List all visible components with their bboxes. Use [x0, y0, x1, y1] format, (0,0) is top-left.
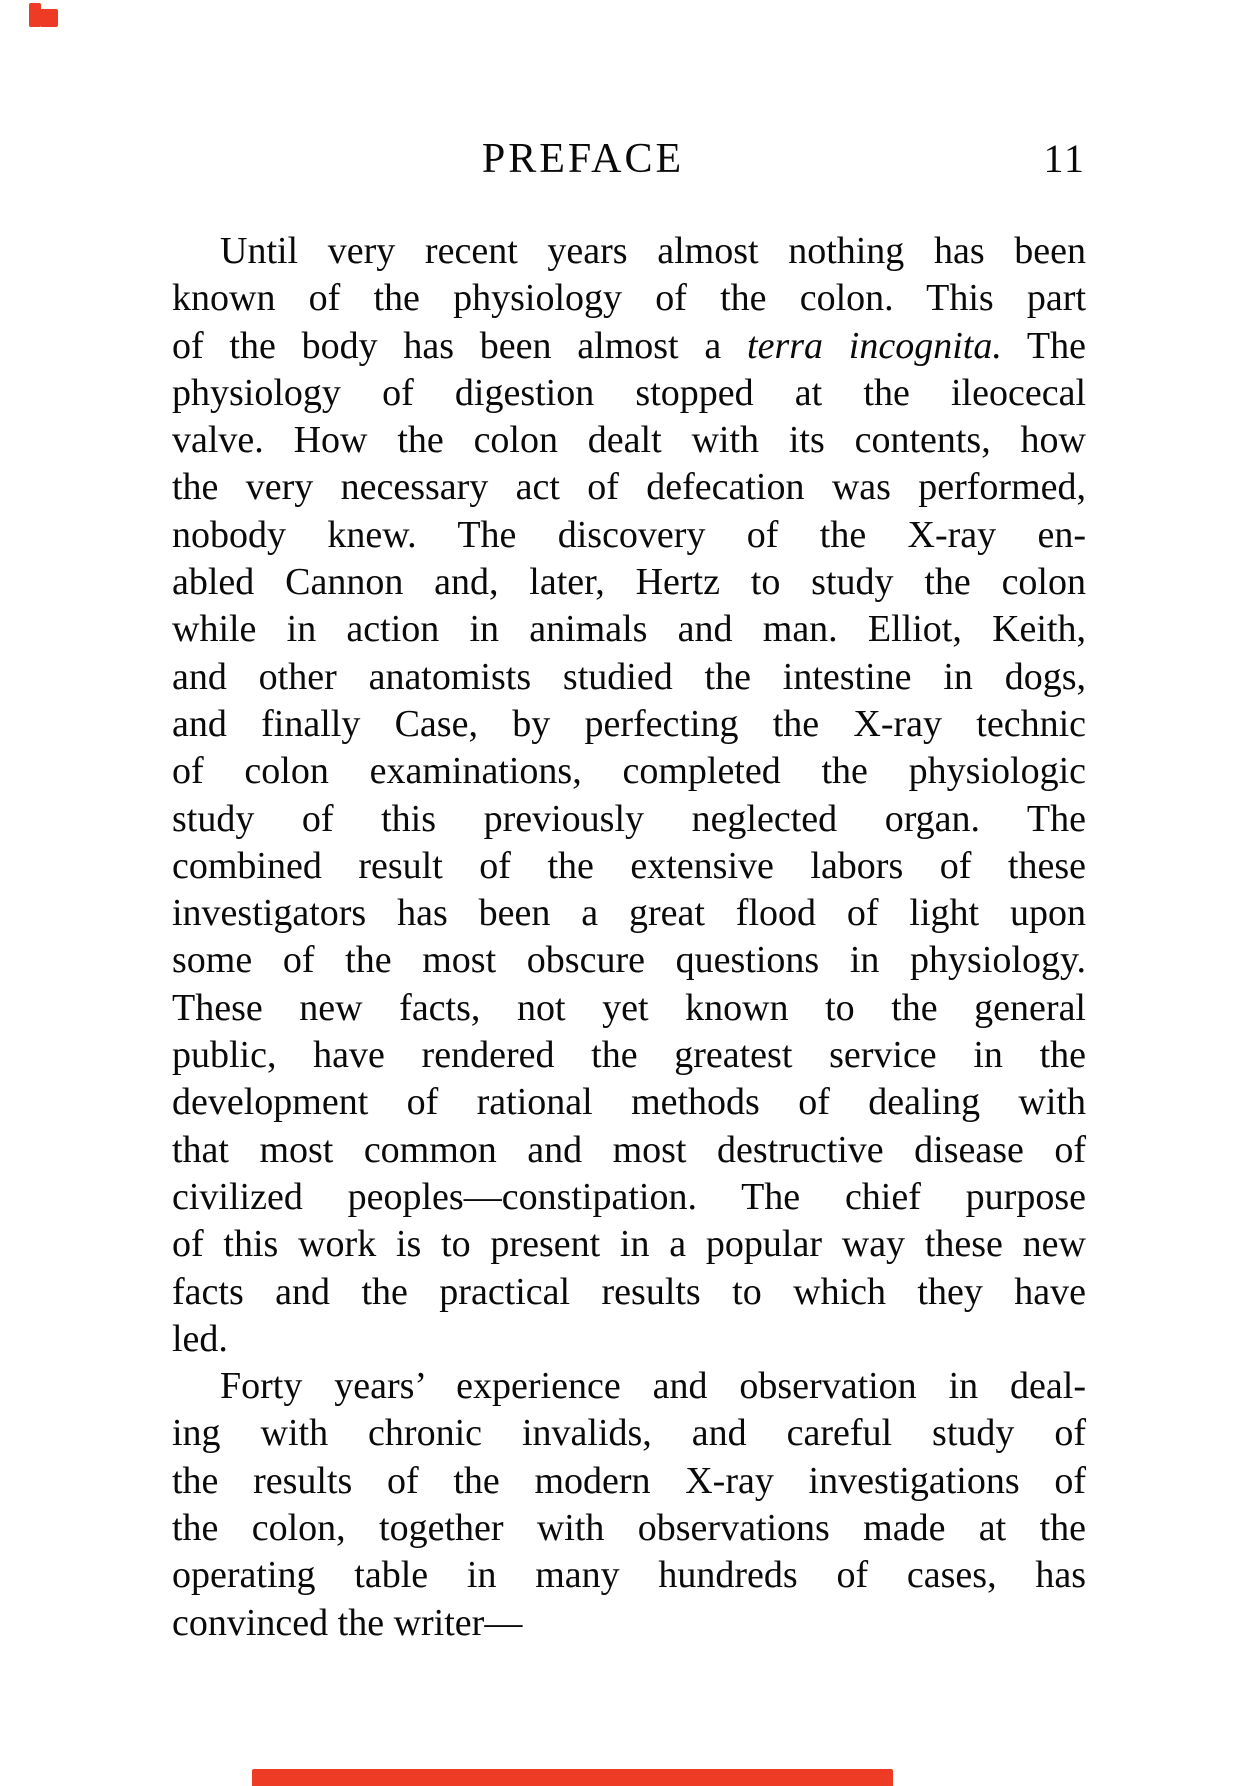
text-line: Forty years’ experience and observation in deal- — [220, 1365, 1086, 1408]
italic-phrase: terra incognita. — [747, 324, 1002, 367]
text-line: physiology of digestion stopped at the ileocecal — [172, 371, 1086, 414]
text-line — [172, 323, 1086, 370]
text-line: the colon, together with observations made at the — [172, 1507, 1086, 1550]
text-line: combined result of the extensive labors of these — [172, 844, 1086, 887]
text-line: ing with chronic invalids, and careful study of — [172, 1412, 1086, 1455]
text-segment: The — [1001, 324, 1086, 367]
text-line: of colon examinations, completed the physiologic — [172, 750, 1086, 793]
body-text — [172, 228, 1086, 1647]
text-line: convinced the writer— — [172, 1601, 523, 1644]
text-line: some of the most obscure questions in physiology. — [172, 939, 1086, 982]
page-title: PREFACE — [481, 136, 685, 182]
text-line: and finally Case, by perfecting the X-ray technic — [172, 702, 1086, 745]
text-line: known of the physiology of the colon. This part — [172, 277, 1086, 320]
text-line: These new facts, not yet known to the general — [172, 986, 1086, 1029]
text-line: that most common and most destructive disease of — [172, 1128, 1086, 1171]
text-line: investigators has been a great flood of light upon — [172, 892, 1086, 935]
text-line: abled Cannon and, later, Hertz to study the colon — [172, 561, 1086, 604]
text-segment: of the body has been almost a — [172, 324, 748, 367]
text-line: Until very recent years almost nothing has been — [220, 230, 1086, 272]
text-line: led. — [172, 1317, 228, 1360]
text-line: and other anatomists studied the intestine in dogs, — [172, 655, 1086, 698]
text-line: nobody knew. The discovery of the X-ray en- — [172, 513, 1086, 556]
text-line: civilized peoples—constipation. The chief purpose — [172, 1175, 1086, 1218]
page-number: 11 — [1043, 136, 1086, 181]
text-line: study of this previously neglected organ. The — [172, 797, 1086, 840]
text-line: facts and the practical results to which they have — [172, 1270, 1086, 1313]
text-line: the very necessary act of defecation was performed, — [172, 466, 1086, 509]
scan-artifact-mark — [252, 1769, 893, 1786]
text-line: of this work is to present in a popular way these new — [172, 1223, 1086, 1266]
scan-artifact-mark — [40, 9, 58, 27]
text-line: public, have rendered the greatest service in the — [172, 1034, 1086, 1077]
text-line: while in action in animals and man. Elliot, Keith, — [172, 608, 1086, 651]
text-line: operating table in many hundreds of cases, has — [172, 1554, 1086, 1597]
text-line: valve. How the colon dealt with its contents, how — [172, 419, 1086, 462]
running-head — [172, 138, 1086, 182]
text-line: the results of the modern X-ray investigations of — [172, 1459, 1086, 1502]
text-line: development of rational methods of dealing with — [172, 1081, 1086, 1124]
